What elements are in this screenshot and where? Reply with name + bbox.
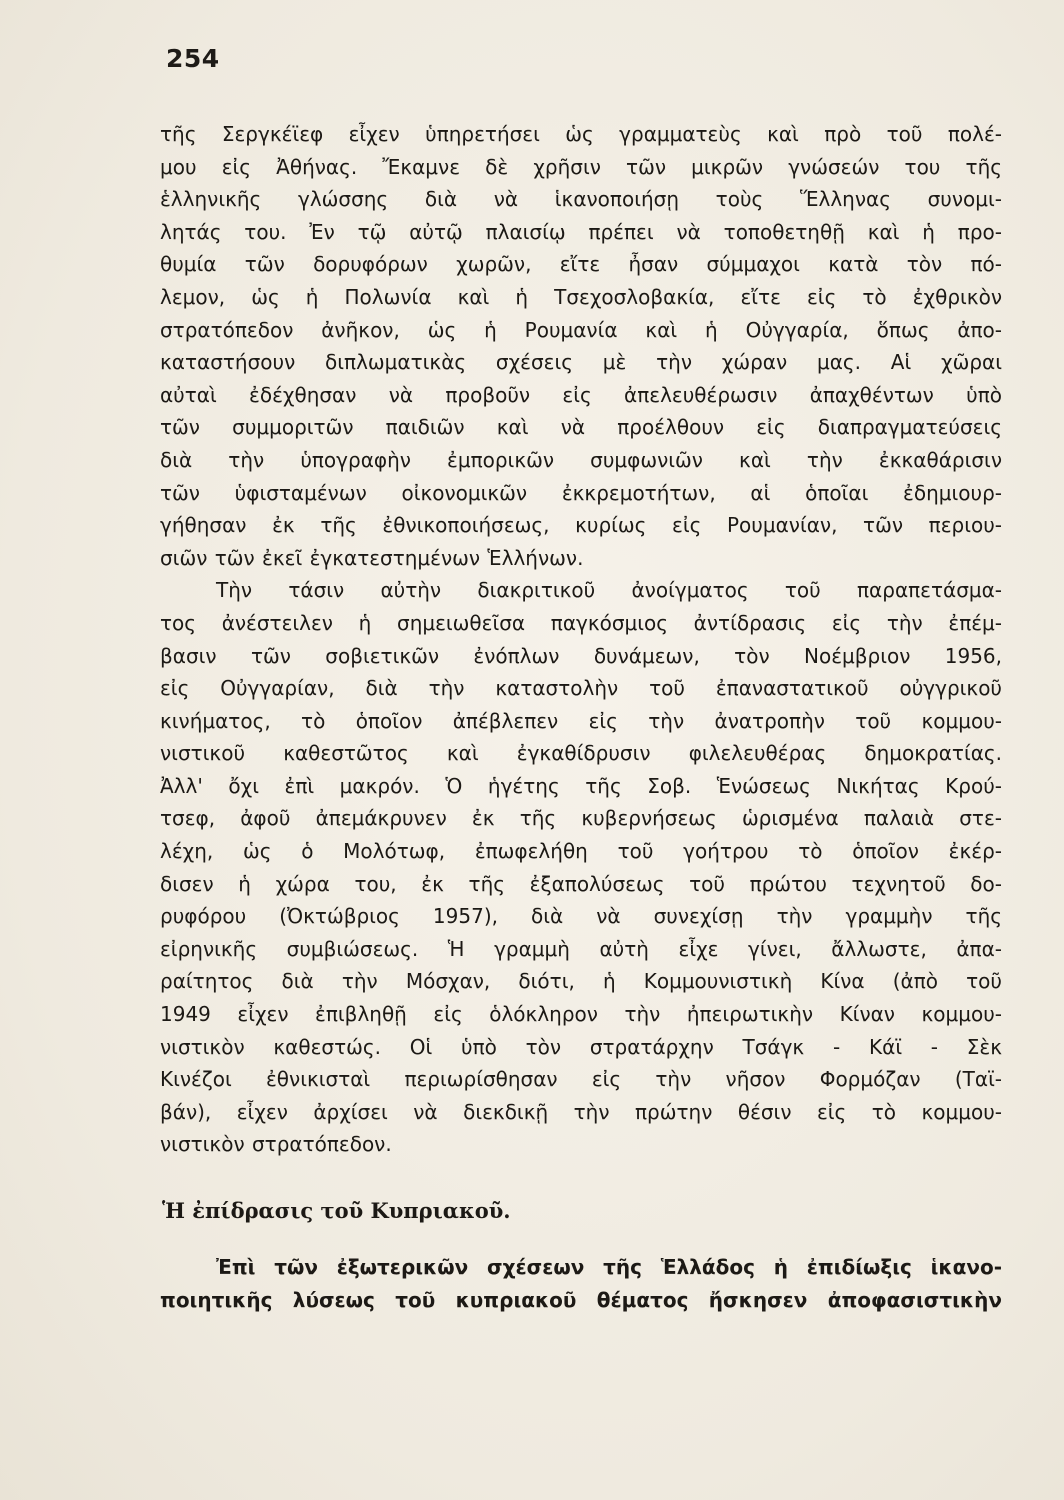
text-line: λητάς του. Ἐν τῷ αὐτῷ πλαισίῳ πρέπει νὰ τοποθετηθῇ καὶ ἡ προ- [160,219,1002,244]
paragraph-1 [160,118,1002,574]
text-line: νιστικοῦ καθεστῶτος καὶ ἐγκαθίδρυσιν φιλελευθέρας δημοκρατίας. [160,741,1002,766]
text-line: Κινέζοι ἐθνικισταὶ περιωρίσθησαν εἰς τὴν νῆσον Φορμόζαν (Ταϊ- [160,1067,1002,1092]
paragraph-2 [160,574,1002,1161]
text-line: τῶν ὑφισταμένων οἰκονομικῶν ἐκκρεμοτήτων, αἱ ὁποῖαι ἐδημιουρ- [160,480,1002,505]
text-line: αὐταὶ ἐδέχθησαν νὰ προβοῦν εἰς ἀπελευθέρωσιν ἀπαχθέντων ὑπὸ [160,382,1002,407]
text-line: τσεφ, ἀφοῦ ἀπεμάκρυνεν ἐκ τῆς κυβερνήσεως ὡρισμένα παλαιὰ στε- [160,806,1002,831]
text-line: βάν), εἶχεν ἀρχίσει νὰ διεκδικῇ τὴν πρώτην θέσιν εἰς τὸ κομμου- [160,1099,1002,1124]
text-line: κινήματος, τὸ ὁποῖον ἀπέβλεπεν εἰς τὴν ἀνατροπὴν τοῦ κομμου- [160,708,1002,733]
section-heading: Ἡ ἐπίδρασις τοῦ Κυπριακοῦ. [162,1198,511,1223]
text-line: Ἐπὶ τῶν ἐξωτερικῶν σχέσεων τῆς Ἑλλάδος ἡ ἐπιδίωξις ἱκανο- [216,1255,1002,1279]
section-spacer [160,1161,1002,1195]
text-line: νιστικὸν στρατόπεδον. [160,1132,392,1157]
text-line: Τὴν τάσιν αὐτὴν διακριτικοῦ ἀνοίγματος τοῦ παραπετάσμα- [216,578,1002,603]
text-line: γήθησαν ἐκ τῆς ἐθνικοποιήσεως, κυρίως εἰς Ρουμανίαν, τῶν περιου- [160,513,1002,538]
text-line: ραίτητος διὰ τὴν Μόσχαν, διότι, ἡ Κομμουνιστικὴ Κίνα (ἀπὸ τοῦ [160,969,1002,994]
paragraph-3 [160,1251,1002,1316]
text-line: στρατόπεδον ἀνῆκον, ὡς ἡ Ρουμανία καὶ ἡ Οὐγγαρία, ὅπως ἀπο- [160,317,1002,342]
text-line: Ἀλλ' ὄχι ἐπὶ μακρόν. Ὁ ἡγέτης τῆς Σοβ. Ἑνώσεως Νικήτας Κρού- [160,773,1002,798]
text-line: ρυφόρου (Ὀκτώβριος 1957), διὰ νὰ συνεχίσῃ τὴν γραμμὴν τῆς [160,904,1002,929]
text-line: τῆς Σεργκέϊεφ εἶχεν ὑπηρετήσει ὡς γραμματεὺς καὶ πρὸ τοῦ πολέ- [160,122,1002,146]
text-line: σιῶν τῶν ἐκεῖ ἐγκατεστημένων Ἑλλήνων. [160,545,584,570]
text-line: μου εἰς Ἀθήνας. Ἔκαμνε δὲ χρῆσιν τῶν μικρῶν γνώσεών του τῆς [160,154,1002,179]
text-line: ἑλληνικῆς γλώσσης διὰ νὰ ἱκανοποιήσῃ τοὺς Ἕλληνας συνομι- [160,187,1002,212]
text-line: λεμον, ὡς ἡ Πολωνία καὶ ἡ Τσεχοσλοβακία, εἴτε εἰς τὸ ἐχθρικὸν [160,284,1002,309]
heading-spacer [160,1227,1002,1251]
text-line: εἰρηνικῆς συμβιώσεως. Ἡ γραμμὴ αὐτὴ εἶχε γίνει, ἄλλωστε, ἀπα- [160,936,1002,961]
text-line: διὰ τὴν ὑπογραφὴν ἐμπορικῶν συμφωνιῶν καὶ τὴν ἐκκαθάρισιν [160,447,1002,472]
text-line: εἰς Οὐγγαρίαν, διὰ τὴν καταστολὴν τοῦ ἐπαναστατικοῦ οὐγγρικοῦ [160,676,1002,701]
text-line: τος ἀνέστειλεν ἡ σημειωθεῖσα παγκόσμιος ἀντίδρασις εἰς τὴν ἐπέμ- [160,610,1002,635]
text-line: λέχη, ὡς ὁ Μολότωφ, ἐπωφελήθη τοῦ γοήτρου τὸ ὁποῖον ἐκέρ- [160,839,1002,864]
body-text [160,118,1002,1316]
text-line: καταστήσουν διπλωματικὰς σχέσεις μὲ τὴν χώραν μας. Αἱ χῶραι [160,350,1002,375]
page-number: 254 [166,44,220,73]
text-line: βασιν τῶν σοβιετικῶν ἐνόπλων δυνάμεων, τὸν Νοέμβριον 1956, [160,643,1002,668]
text-line: τῶν συμμοριτῶν παιδιῶν καὶ νὰ προέλθουν εἰς διαπραγματεύσεις [160,415,1002,440]
text-line: 1949 εἶχεν ἐπιβληθῇ εἰς ὁλόκληρον τὴν ἠπειρωτικὴν Κίναν κομμου- [160,1002,1002,1027]
text-line: θυμία τῶν δορυφόρων χωρῶν, εἴτε ἦσαν σύμμαχοι κατὰ τὸν πό- [160,252,1002,277]
text-line: νιστικὸν καθεστώς. Οἱ ὑπὸ τὸν στρατάρχην Τσάγκ - Κάϊ - Σὲκ [160,1034,1002,1059]
text-line: ποιητικῆς λύσεως τοῦ κυπριακοῦ θέματος ἤσκησεν ἀποφασιστικὴν [160,1287,1002,1312]
text-line: δισεν ἡ χώρα του, ἐκ τῆς ἐξαπολύσεως τοῦ πρώτου τεχνητοῦ δο- [160,871,1002,896]
